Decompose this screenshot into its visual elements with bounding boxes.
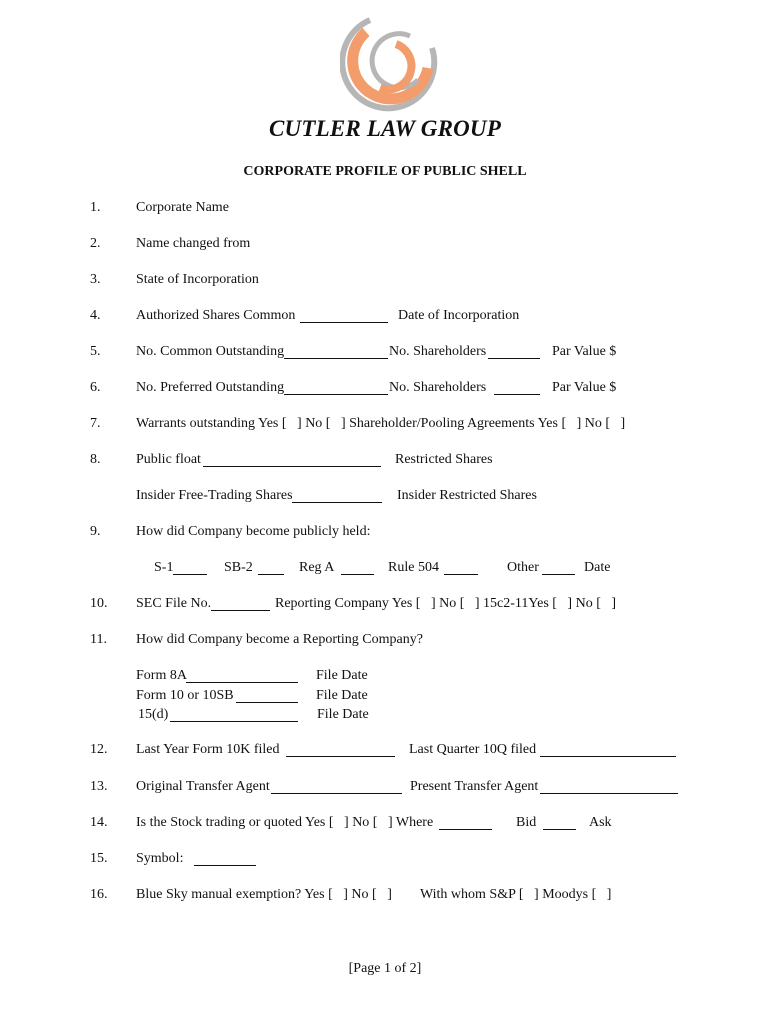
item-number: 9. [90, 524, 101, 539]
item-number: 3. [90, 272, 101, 287]
item-13 [0, 779, 770, 799]
rule-504-field[interactable] [444, 574, 478, 575]
item-14 [0, 815, 770, 835]
symbol-label: Symbol: [136, 851, 184, 866]
sec-file-label: SEC File No. [136, 596, 212, 611]
document-title: CORPORATE PROFILE OF PUBLIC SHELL [243, 164, 527, 179]
ask-label: Ask [589, 815, 612, 830]
stock-trading-label: Is the Stock trading or quoted Yes [ ] No [ ] Where [136, 815, 434, 830]
item-number: 1. [90, 200, 101, 215]
item-6 [0, 380, 770, 400]
item-11-form8a [0, 668, 770, 688]
item-number: 8. [90, 452, 101, 467]
item-4 [0, 308, 770, 328]
blue-sky-label: Blue Sky manual exemption? Yes [ ] No [ ] [136, 887, 392, 902]
form-10k-field[interactable] [286, 756, 395, 757]
file-date-label: File Date [317, 707, 369, 722]
par-value-label: Par Value $ [552, 344, 617, 359]
item-number: 6. [90, 380, 101, 395]
item-number: 10. [90, 596, 108, 611]
s1-field[interactable] [173, 574, 207, 575]
item-number: 13. [90, 779, 108, 794]
shareholders-label: No. Shareholders [389, 380, 487, 395]
reporting-company-label: How did Company become a Reporting Company? [136, 632, 423, 647]
preferred-outstanding-label: No. Preferred Outstanding [136, 380, 285, 395]
file-date-label: File Date [316, 668, 368, 683]
item-11-15d [0, 707, 770, 727]
reg-a-label: Reg A [299, 560, 335, 575]
15d-label: 15(d) [138, 707, 169, 722]
shareholders-field[interactable] [488, 358, 540, 359]
form-10k-label: Last Year Form 10K filed [136, 742, 280, 757]
form-10-field[interactable] [236, 702, 298, 703]
item-11 [0, 632, 770, 652]
sb2-field[interactable] [258, 574, 284, 575]
item-number: 15. [90, 851, 108, 866]
date-label: Date [584, 560, 611, 575]
file-date-label: File Date [316, 688, 368, 703]
authorized-shares-field[interactable] [300, 322, 388, 323]
item-15 [0, 851, 770, 871]
original-transfer-agent-label: Original Transfer Agent [136, 779, 270, 794]
rule-504-label: Rule 504 [388, 560, 439, 575]
item-5 [0, 344, 770, 364]
other-label: Other [507, 560, 539, 575]
restricted-shares-label: Restricted Shares [395, 452, 493, 467]
cutler-logo-icon [340, 14, 440, 114]
insider-free-trading-field[interactable] [292, 502, 382, 503]
s1-label: S-1 [154, 560, 174, 575]
item-2 [0, 236, 770, 256]
item-number: 5. [90, 344, 101, 359]
reporting-company-text: Reporting Company Yes [ ] No [ ] 15c2-11Yes [ ] No [ ] [275, 596, 617, 611]
sec-file-field[interactable] [211, 610, 270, 611]
public-float-label: Public float [136, 452, 201, 467]
symbol-field[interactable] [194, 865, 256, 866]
insider-free-trading-label: Insider Free-Trading Shares [136, 488, 293, 503]
sb2-label: SB-2 [224, 560, 253, 575]
item-number: 2. [90, 236, 101, 251]
present-transfer-agent-label: Present Transfer Agent [410, 779, 539, 794]
shareholders-field[interactable] [494, 394, 540, 395]
insider-restricted-label: Insider Restricted Shares [397, 488, 537, 503]
rating-agency-label: With whom S&P [ ] Moodys [ ] [420, 887, 612, 902]
item-16 [0, 887, 770, 907]
original-transfer-agent-field[interactable] [271, 793, 402, 794]
item-number: 7. [90, 416, 101, 431]
common-outstanding-label: No. Common Outstanding [136, 344, 285, 359]
form-10-label: Form 10 or 10SB [136, 688, 234, 703]
reg-a-field[interactable] [341, 574, 374, 575]
item-7 [0, 416, 770, 436]
item-number: 4. [90, 308, 101, 323]
common-outstanding-field[interactable] [284, 358, 388, 359]
par-value-label: Par Value $ [552, 380, 617, 395]
bid-label: Bid [516, 815, 537, 830]
corporate-name-label: Corporate Name [136, 200, 229, 215]
item-1 [0, 200, 770, 220]
name-changed-label: Name changed from [136, 236, 251, 251]
item-number: 14. [90, 815, 108, 830]
present-transfer-agent-field[interactable] [540, 793, 678, 794]
item-9-options [0, 560, 770, 580]
bid-field[interactable] [543, 829, 576, 830]
form-10q-field[interactable] [540, 756, 676, 757]
item-10 [0, 596, 770, 616]
item-12 [0, 742, 770, 762]
other-field[interactable] [542, 574, 575, 575]
state-of-incorporation-label: State of Incorporation [136, 272, 259, 287]
warrants-agreements-text: Warrants outstanding Yes [ ] No [ ] Shareholder/Pooling Agreements Yes [ ] No [ ] [136, 416, 626, 431]
item-number: 16. [90, 887, 108, 902]
preferred-outstanding-field[interactable] [284, 394, 388, 395]
15d-field[interactable] [170, 721, 298, 722]
date-of-incorporation-label: Date of Incorporation [398, 308, 520, 323]
company-name: CUTLER LAW GROUP [269, 116, 501, 141]
form-8a-field[interactable] [186, 682, 298, 683]
where-field[interactable] [439, 829, 492, 830]
item-8-insider [0, 488, 770, 508]
item-3 [0, 272, 770, 292]
page-number: [Page 1 of 2] [348, 961, 422, 976]
item-8 [0, 452, 770, 472]
item-11-form10 [0, 688, 770, 708]
publicly-held-label: How did Company become publicly held: [136, 524, 371, 539]
form-10q-label: Last Quarter 10Q filed [409, 742, 537, 757]
item-number: 11. [90, 632, 107, 647]
shareholders-label: No. Shareholders [389, 344, 487, 359]
item-number: 12. [90, 742, 108, 757]
form-8a-label: Form 8A [136, 668, 187, 683]
item-9 [0, 524, 770, 544]
authorized-shares-label: Authorized Shares Common [136, 308, 296, 323]
public-float-field[interactable] [203, 466, 381, 467]
